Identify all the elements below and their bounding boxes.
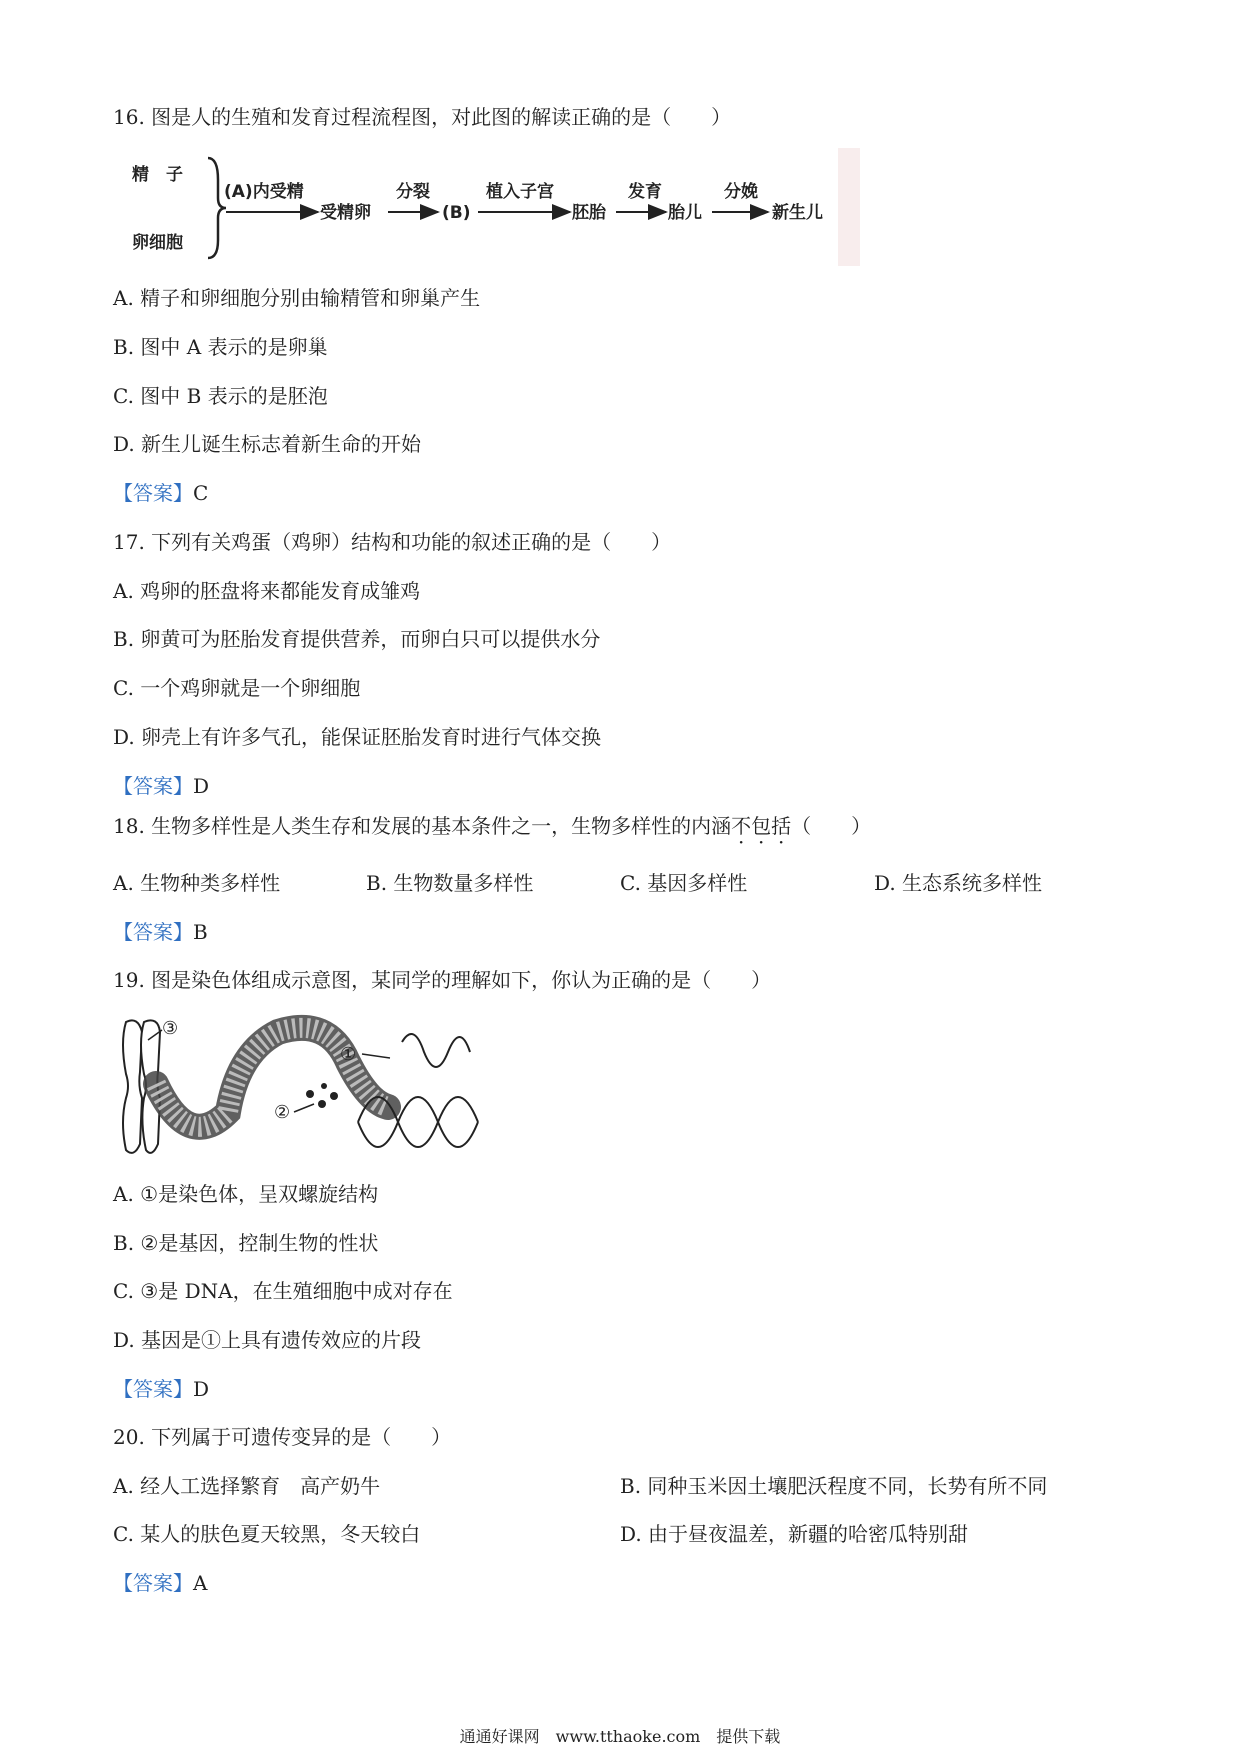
q16-option-d: D. 新生儿诞生标志着新生命的开始 <box>113 432 422 456</box>
answer-label: 【答案】 <box>113 1377 193 1401</box>
answer-label: 【答案】 <box>113 1571 193 1595</box>
q20-option-d: D. 由于昼夜温差，新疆的哈密瓜特别甜 <box>620 1522 969 1546</box>
page-footer: 通通好课网 www.tthaoke.com 提供下载 <box>459 1727 781 1746</box>
q18-emph-2: 包 <box>751 814 772 838</box>
birth-label: 分娩 <box>724 182 758 202</box>
answer-value: D <box>193 774 210 798</box>
label-2: ② <box>274 1102 291 1123</box>
q20-answer <box>113 1569 207 1597</box>
q16-option-c: C. 图中 B 表示的是胚泡 <box>113 384 328 408</box>
q18-stem-paren: （ ） <box>791 814 872 838</box>
q18-option-a: A. 生物种类多样性 <box>113 871 281 895</box>
q16-option-a: A. 精子和卵细胞分别由输精管和卵巢产生 <box>113 286 481 310</box>
answer-value: C <box>193 481 209 505</box>
q17-option-c: C. 一个鸡卵就是一个卵细胞 <box>113 676 361 700</box>
q18-answer <box>113 918 208 946</box>
divide-label: 分裂 <box>396 182 430 202</box>
q20-option-a: A. 经人工选择繁育 高产奶牛 <box>113 1474 381 1498</box>
q19-option-d: D. 基因是①上具有遗传效应的片段 <box>113 1328 422 1352</box>
answer-label: 【答案】 <box>113 481 193 505</box>
answer-label: 【答案】 <box>113 920 193 944</box>
scan-artifact <box>838 148 860 266</box>
q17-answer <box>113 772 209 800</box>
q19-answer <box>113 1375 209 1403</box>
q19-chromosome-diagram <box>118 1012 488 1162</box>
q20-stem: 20. 下列属于可遗传变异的是（ ） <box>113 1425 452 1449</box>
develop-label: 发育 <box>628 182 662 202</box>
egg-label: 卵细胞 <box>132 233 183 253</box>
q18-emph-3: 括 <box>771 814 792 838</box>
q18-option-b: B. 生物数量多样性 <box>366 871 534 895</box>
zygote-label: 受精卵 <box>320 203 371 223</box>
q19-option-b: B. ②是基因，控制生物的性状 <box>113 1231 379 1255</box>
label-1: ① <box>340 1044 357 1065</box>
q16-stem: 16. 图是人的生殖和发育过程流程图，对此图的解读正确的是（ ） <box>113 105 732 129</box>
label-3: ③ <box>162 1018 179 1039</box>
q16-answer <box>113 479 208 507</box>
q16-reproduction-flowchart <box>120 140 860 270</box>
answer-value: D <box>193 1377 210 1401</box>
q18-stem <box>113 812 871 840</box>
answer-value: A <box>193 1571 208 1595</box>
newborn-label: 新生儿 <box>772 203 823 223</box>
q20-option-c: C. 某人的肤色夏天较黑，冬天较白 <box>113 1522 421 1546</box>
q19-option-a: A. ①是染色体，呈双螺旋结构 <box>113 1182 379 1206</box>
embryo-label: 胚胎 <box>572 203 606 223</box>
answer-label: 【答案】 <box>113 774 193 798</box>
q18-option-d: D. 生态系统多样性 <box>874 871 1043 895</box>
answer-value: B <box>193 920 208 944</box>
brace-shape <box>208 158 226 258</box>
fetus-label: 胎儿 <box>668 203 702 223</box>
label-a: (A)内受精 <box>224 182 304 202</box>
sperm-label: 精 子 <box>132 165 183 185</box>
q17-option-d: D. 卵壳上有许多气孔，能保证胚胎发育时进行气体交换 <box>113 725 602 749</box>
q18-emph-1: 不 <box>731 814 752 838</box>
q20-option-b: B. 同种玉米因土壤肥沃程度不同，长势有所不同 <box>620 1474 1048 1498</box>
q17-stem: 17. 下列有关鸡蛋（鸡卵）结构和功能的叙述正确的是（ ） <box>113 530 672 554</box>
q17-option-b: B. 卵黄可为胚胎发育提供营养，而卵白只可以提供水分 <box>113 627 601 651</box>
q18-stem-text: 18. 生物多样性是人类生存和发展的基本条件之一，生物多样性的内涵 <box>113 814 732 838</box>
q17-option-a: A. 鸡卵的胚盘将来都能发育成雏鸡 <box>113 579 421 603</box>
implant-label: 植入子宫 <box>486 182 554 202</box>
chromosome-left-arm <box>123 1020 142 1153</box>
q18-option-c: C. 基因多样性 <box>620 871 748 895</box>
q19-stem: 19. 图是染色体组成示意图，某同学的理解如下，你认为正确的是（ ） <box>113 968 772 992</box>
label-b: (B) <box>442 203 471 223</box>
q19-option-c: C. ③是 DNA，在生殖细胞中成对存在 <box>113 1279 453 1303</box>
q16-option-b: B. 图中 A 表示的是卵巢 <box>113 335 328 359</box>
dna-upper <box>402 1034 470 1067</box>
